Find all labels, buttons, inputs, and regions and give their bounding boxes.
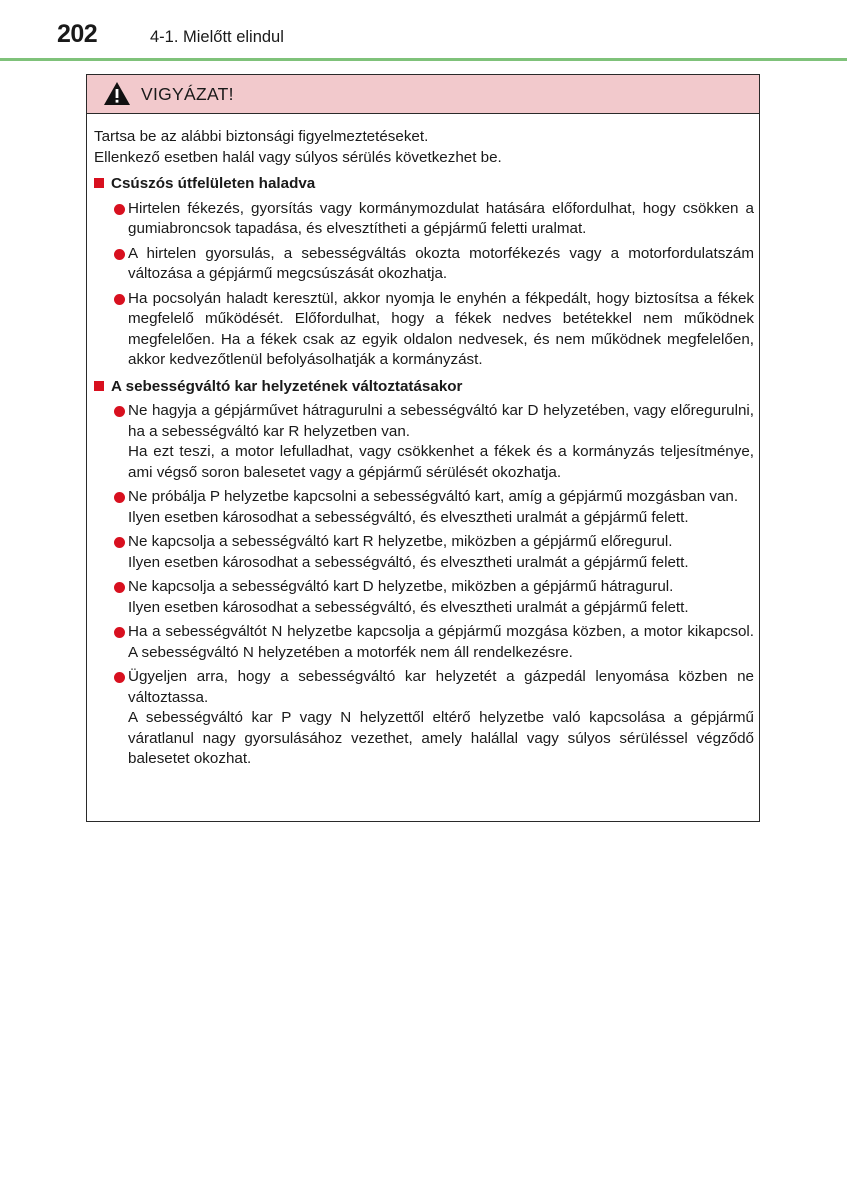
- list-item: [94, 401, 754, 483]
- intro-line: Tartsa be az alábbi biztonsági figyelmeztetéseket.: [94, 128, 429, 145]
- caution-header: [87, 75, 759, 114]
- page-header: [0, 0, 847, 62]
- item-paragraph: A hirtelen gyorsulás, a sebességváltás okozta motorfékezés vagy a motorfordulatszám változása a gépjármű megcsúszását okozhatja.: [128, 244, 754, 282]
- list-item: [94, 487, 754, 528]
- round-bullet-icon: [114, 537, 125, 548]
- bullet-list: [94, 401, 754, 770]
- section-heading: [94, 174, 754, 195]
- page-number: 202: [57, 20, 98, 48]
- caution-body: [94, 127, 754, 770]
- round-bullet-icon: [114, 204, 125, 215]
- caution-box: [86, 74, 760, 822]
- round-bullet-icon: [114, 294, 125, 305]
- caution-title: VIGYÁZAT!: [141, 84, 234, 104]
- round-bullet-icon: [114, 406, 125, 417]
- header-rule: [0, 58, 847, 61]
- list-item: [94, 289, 754, 371]
- round-bullet-icon: [114, 672, 125, 683]
- list-item: [94, 244, 754, 285]
- intro-text: [94, 127, 754, 168]
- bullet-list: [94, 199, 754, 371]
- item-paragraph: A sebességváltó kar P vagy N helyzettől eltérő helyzetbe való kapcsolása a gépjármű váratlanul nagy gyorsulásához vezethet, amely halállal vagy súlyos sérüléssel végződő balesetet okozhat.: [128, 709, 754, 767]
- round-bullet-icon: [114, 627, 125, 638]
- round-bullet-icon: [114, 492, 125, 503]
- list-item: [94, 199, 754, 240]
- item-paragraph: Ha pocsolyán haladt keresztül, akkor nyomja le enyhén a fékpedált, hogy biztosítsa a fékek megfelelő működését. Előfordulhat, hogy a fékek nedves betétekkel nem működnek megfelelően. Ha a fékek csak az egyik oldalon nedvesek, és nem működnek megfelelően, akkor kedvezőtlenül befolyásolhatják a kormányzást.: [128, 289, 754, 368]
- item-paragraph: Ne kapcsolja a sebességváltó kart R helyzetbe, miközben a gépjármű előregurul.: [128, 533, 673, 550]
- section-heading-text: A sebességváltó kar helyzetének változtatásakor: [111, 377, 463, 395]
- list-item: [94, 622, 754, 663]
- list-item: [94, 577, 754, 618]
- intro-line: Ellenkező esetben halál vagy súlyos sérülés következhet be.: [94, 148, 502, 166]
- item-paragraph: Ilyen esetben károsodhat a sebességváltó, és elvesztheti uralmát a gépjármű felett.: [128, 598, 689, 616]
- list-item: [94, 532, 754, 573]
- item-paragraph: Hirtelen fékezés, gyorsítás vagy kormánymozdulat hatására előfordulhat, hogy csökken a gumiabroncsok tapadása, és elvesztítheti a gépjármű feletti uralmat.: [128, 199, 754, 237]
- item-paragraph: Ne kapcsolja a sebességváltó kart D helyzetbe, miközben a gépjármű hátragurul.: [128, 578, 674, 595]
- section-title: 4-1. Mielőtt elindul: [150, 28, 284, 46]
- round-bullet-icon: [114, 249, 125, 260]
- item-paragraph: Ha ezt teszi, a motor lefulladhat, vagy csökkenhet a fékek és a kormányzás teljesítménye, ami végső soron balesetet vagy a gépjármű sérülését okozhatja.: [128, 443, 754, 481]
- item-paragraph: Ilyen esetben károsodhat a sebességváltó, és elvesztheti uralmát a gépjármű felett.: [128, 508, 689, 526]
- item-paragraph: Ne hagyja a gépjárművet hátragurulni a sebességváltó kar D helyzetében, vagy előregurulni, ha a sebességváltó kar R helyzetben van.: [128, 402, 754, 440]
- item-paragraph: Ha a sebességváltót N helyzetbe kapcsolja a gépjármű mozgása közben, a motor kikapcsol. A sebességváltó N helyzetében a motorfék nem áll rendelkezésre.: [128, 623, 754, 661]
- warning-triangle-icon: [103, 81, 131, 106]
- square-bullet-icon: [94, 381, 104, 391]
- section-heading-text: Csúszós útfelületen haladva: [111, 175, 316, 192]
- section-heading: [94, 377, 754, 398]
- item-paragraph: Ilyen esetben károsodhat a sebességváltó, és elvesztheti uralmát a gépjármű felett.: [128, 553, 689, 571]
- list-item: [94, 667, 754, 770]
- round-bullet-icon: [114, 582, 125, 593]
- square-bullet-icon: [94, 178, 104, 188]
- item-paragraph: Ügyeljen arra, hogy a sebességváltó kar helyzetét a gázpedál lenyomása közben ne változtassa.: [128, 668, 754, 706]
- item-paragraph: Ne próbálja P helyzetbe kapcsolni a sebességváltó kart, amíg a gépjármű mozgásban van.: [128, 488, 739, 505]
